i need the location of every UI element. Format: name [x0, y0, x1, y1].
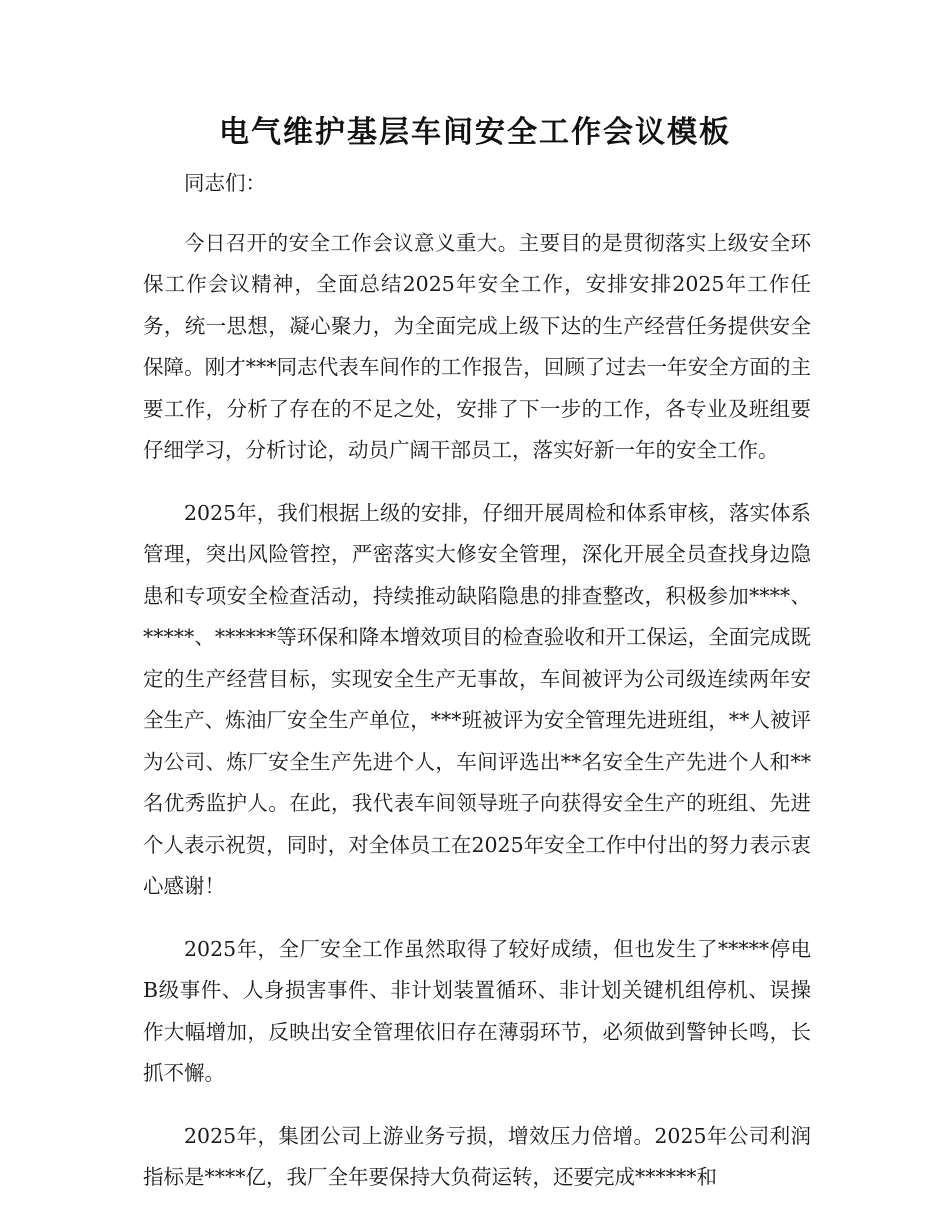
- document-title: 电气维护基层车间安全工作会议模板: [219, 115, 731, 150]
- document-body: [143, 163, 811, 1220]
- paragraph-intro: 今日召开的安全工作会议意义重大。主要目的是贯彻落实上级安全环保工作会议精神，全面总结2025年安全工作，安排安排2025年工作任务，统一思想，凝心聚力，为全面完成上级下达的生产经营任务提供安全保障。刚才***同志代表车间作的工作报告，回顾了过去一年安全方面的主要工作，分析了存在的不足之处，安排了下一步的工作，各专业及班组要仔细学习，分析讨论，动员广阔干部员工，落实好新一年的安全工作。: [143, 230, 811, 462]
- paragraph-problems: 2025年，全厂安全工作虽然取得了较好成绩，但也发生了*****停电B级事件、人身损害事件、非计划装置循环、非计划关键机组停机、误操作大幅增加，反映出安全管理依旧存在薄弱环节，必须做到警钟长鸣，长抓不懈。: [143, 936, 811, 1085]
- salutation: 同志们：: [184, 171, 266, 195]
- paragraph-achievements: 2025年，我们根据上级的安排，仔细开展周检和体系审核，落实体系管理，突出风险管控，严密落实大修安全管理，深化开展全员查找身边隐患和专项安全检查活动，持续推动缺陷隐患的排查整改，积极参加****、*****、******等环保和降本增效项目的检查验收和开工保运，全面完成既定的生产经营目标，实现安全生产无事故，车间被评为公司级连续两年安全生产、炼油厂安全生产单位，***班被评为安全管理先进班组，**人被评为公司、炼厂安全生产先进个人，车间评选出**名安全生产先进个人和**名优秀监护人。在此，我代表车间领导班子向获得安全生产的班组、先进个人表示祝贺，同时，对全体员工在2025年安全工作中付出的努力表示衷心感谢！: [143, 500, 811, 898]
- paragraph-outlook: 2025年，集团公司上游业务亏损，增效压力倍增。2025年公司利润指标是****亿，我厂全年要保持大负荷运转，还要完成******和: [143, 1123, 811, 1189]
